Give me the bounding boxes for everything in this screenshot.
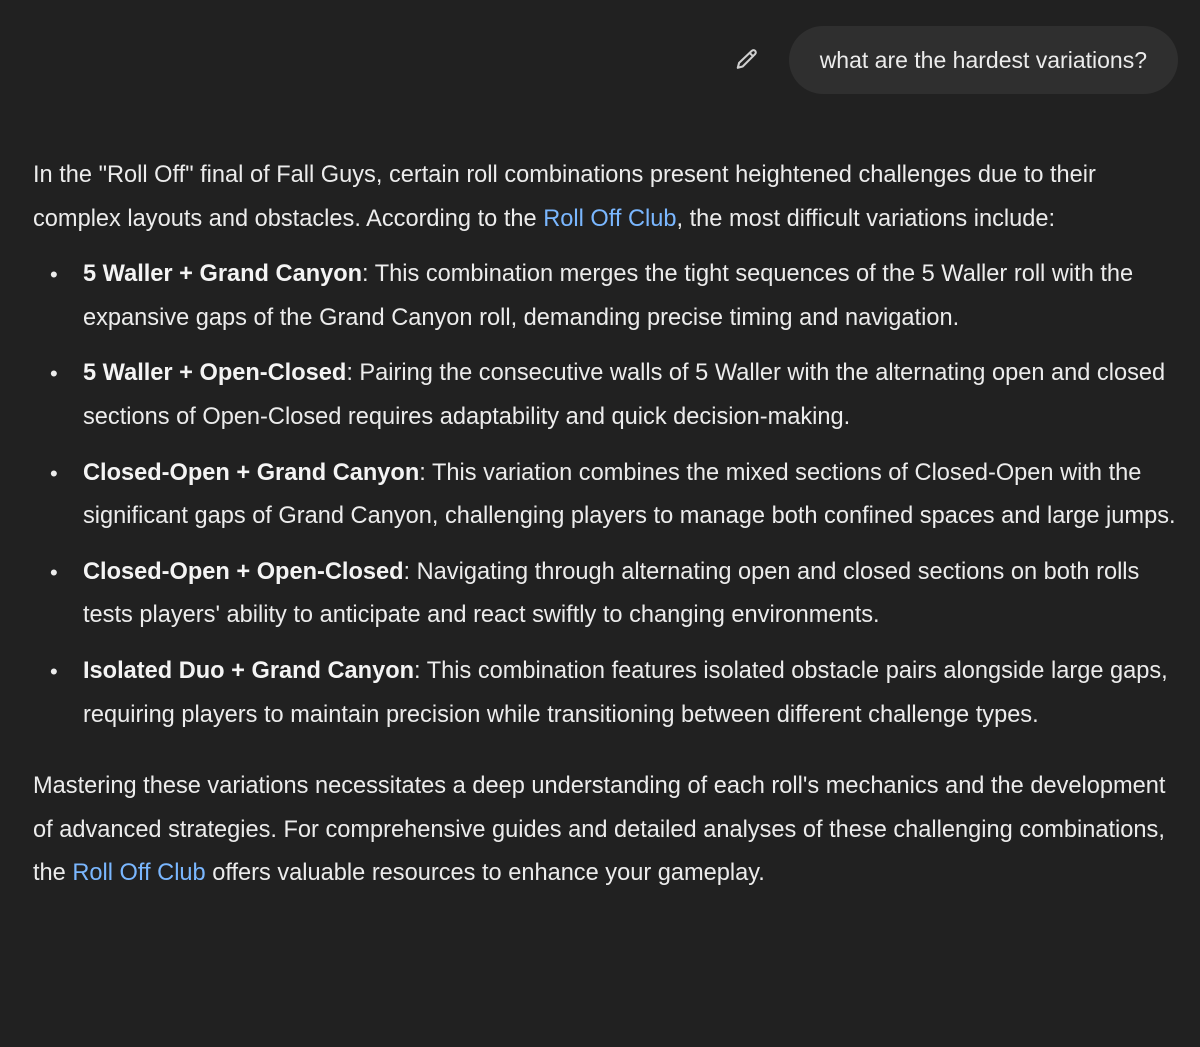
variation-title: Closed-Open + Open-Closed — [83, 558, 404, 585]
closing-text-start: Mastering these variations necessitates a deep understanding of each roll's mechanics and the development of advanced strategies. For comprehensive guides and detailed analyses of these challenging combinations, the — [33, 773, 1166, 887]
closing-paragraph — [33, 765, 1183, 896]
variation-title: Isolated Duo + Grand Canyon — [83, 657, 415, 684]
variation-title: 5 Waller + Grand Canyon — [83, 261, 363, 288]
edit-message-button[interactable] — [727, 40, 767, 80]
bullet-glyph: • — [50, 361, 58, 387]
bullet-glyph: • — [50, 262, 58, 288]
bullet-glyph: • — [50, 658, 58, 684]
intro-text-start: In the "Roll Off" final of Fall Guys, certain roll combinations present heightened challenges due to their complex layouts and obstacles. According to the — [33, 162, 1096, 232]
variation-description: : This combination merges the tight sequences of the 5 Waller roll with the expansive gaps of the Grand Canyon roll, demanding precise timing and navigation. — [83, 261, 1134, 331]
user-message-bubble: what are the hardest variations? — [789, 26, 1178, 94]
list-item — [33, 452, 1183, 539]
assistant-response — [33, 154, 1183, 896]
variation-description: : This combination features isolated obstacle pairs alongside large gaps, requiring players to maintain precision while transitioning between different challenge types. — [83, 657, 1168, 728]
closing-text-end: offers valuable resources to enhance your gameplay. — [205, 860, 765, 887]
variation-description: : This variation combines the mixed sections of Closed-Open with the significant gaps of Grand Canyon, challenging players to manage both confined spaces and large jumps. — [83, 459, 1176, 530]
intro-text-end: , the most difficult variations include: — [676, 205, 1056, 232]
variation-title: Closed-Open + Grand Canyon — [83, 459, 420, 486]
variation-title: 5 Waller + Open-Closed — [83, 360, 347, 387]
pencil-icon — [734, 47, 760, 73]
variation-description: : Navigating through alternating open and closed sections on both rolls tests players' ability to anticipate and react swiftly to changing environments. — [83, 558, 1140, 629]
list-item — [33, 352, 1183, 439]
intro-paragraph — [33, 154, 1183, 241]
roll-off-club-link[interactable]: Roll Off Club — [543, 205, 677, 232]
roll-off-club-link[interactable]: Roll Off Club — [72, 860, 206, 887]
variation-description: : Pairing the consecutive walls of 5 Waller with the alternating open and closed sections of Open-Closed requires adaptability and quick decision-making. — [83, 360, 1166, 430]
variations-list — [33, 253, 1183, 737]
list-item — [33, 551, 1183, 638]
bullet-glyph: • — [50, 559, 58, 585]
bullet-glyph: • — [50, 460, 58, 486]
list-item — [33, 253, 1183, 340]
user-message-row — [727, 26, 1178, 94]
list-item — [33, 650, 1183, 737]
